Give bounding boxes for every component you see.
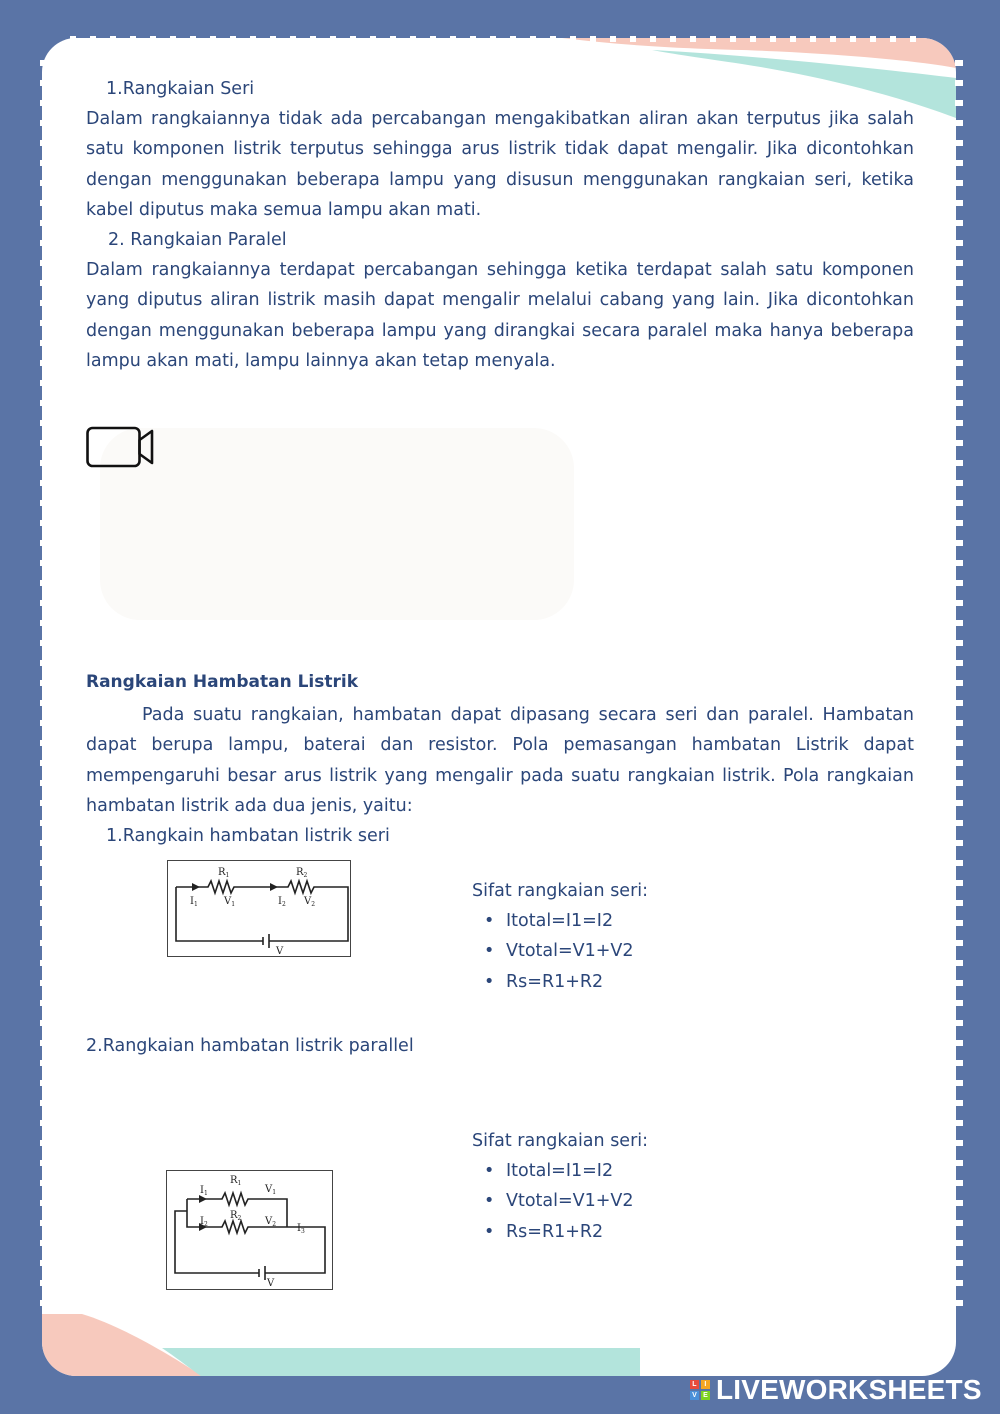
properties-list (472, 1156, 648, 1247)
paragraph-seri: Dalam rangkaiannya tidak ada percabangan mengakibatkan aliran akan terputus jika salah satu komponen listrik terputus sehingga arus listrik tidak dapat mengalir. Jika dicontohkan dengan menggunakan beberapa lampu yang disusun menggunakan rangkaian seri, ketika kabel diputus maka semua lampu akan mati. (86, 109, 914, 220)
paragraph-hambatan: Pada suatu rangkaian, hambatan dapat dipasang secara seri dan paralel. Hambatan dapat berupa lampu, baterai dan resistor. Pola pemasangan hambatan Listrik dapat mempengaruhi besar arus listrik yang mengalir pada suatu rangkaian listrik. Pola rangkaian hambatan listrik ada dua jenis, yaitu: (86, 705, 914, 816)
label-r1: $R_1$ (230, 1175, 242, 1187)
section-heading: Rangkaian Hambatan Listrik (86, 672, 359, 692)
parallel-circuit-diagram (166, 1170, 333, 1290)
label-v: V (276, 946, 284, 956)
logo-letter: V (690, 1391, 699, 1400)
label-r1: $R_1$ (218, 867, 230, 879)
item-title: Rangkaian Seri (122, 79, 255, 99)
video-player-area[interactable] (100, 428, 574, 620)
list-item-hambatan-parallel: 2.Rangkaian hambatan listrik parallel (86, 1036, 414, 1056)
property-item: • Itotal=I1=I2 (472, 906, 648, 936)
label-v1: $V_1$ (224, 896, 236, 908)
label-i1: $I_1$ (200, 1185, 208, 1197)
video-camera-icon[interactable] (86, 426, 156, 470)
label-v2: $V_2$ (304, 896, 316, 908)
main-content (86, 74, 914, 376)
liveworksheets-logo-icon (690, 1380, 710, 1400)
bottom-left-decoration (42, 1286, 956, 1376)
label-r2: $R_2$ (296, 867, 308, 879)
properties-list (472, 906, 648, 997)
label-i3: $I_3$ (297, 1223, 305, 1235)
property-item: • Rs=R1+R2 (472, 1217, 648, 1247)
right-dashed-border (955, 60, 963, 1320)
property-item: • Rs=R1+R2 (472, 967, 648, 997)
property-item: • Vtotal=V1+V2 (472, 936, 648, 966)
top-dashed-border (70, 36, 930, 42)
list-item-rangkaian-paralel: 2. Rangkaian Paralel (108, 230, 287, 251)
section-hambatan (86, 667, 914, 851)
label-i2: $I_2$ (200, 1216, 208, 1228)
left-dashed-border (40, 60, 48, 1320)
label-r2: $R_2$ (230, 1210, 242, 1222)
label-i1: $I_1$ (190, 896, 198, 908)
label-i2: $I_2$ (278, 896, 286, 908)
label-v1: $V_1$ (265, 1184, 277, 1196)
label-v2: $V_2$ (265, 1216, 277, 1228)
properties-title: Sifat rangkaian seri: (472, 1131, 649, 1151)
property-item: • Itotal=I1=I2 (472, 1156, 648, 1186)
property-item: • Vtotal=V1+V2 (472, 1186, 648, 1216)
item-title: Rangkain hambatan listrik seri (122, 826, 390, 847)
paragraph-paralel: Dalam rangkaiannya terdapat percabangan sehingga ketika terdapat salah satu komponen yang diputus aliran listrik masih dapat mengalir melalui cabang yang lain. Jika dicontohkan dengan menggunakan beberapa lampu yang dirangkai secara paralel maka hanya beberapa lampu akan mati, lampu lainnya akan tetap menyala. (86, 260, 914, 371)
series-circuit-diagram (167, 860, 351, 957)
list-item-rangkaian-seri: 1.Rangkaian Seri (106, 79, 255, 99)
parallel-properties (472, 1126, 648, 1247)
parallel-circuit-svg (167, 1171, 332, 1289)
list-item-hambatan-seri: 1.Rangkain hambatan listrik seri (106, 826, 390, 847)
series-circuit-svg (168, 861, 350, 956)
liveworksheets-watermark[interactable] (690, 1374, 982, 1406)
logo-letter: L (690, 1380, 699, 1389)
label-v: V (267, 1278, 275, 1289)
logo-letter: E (701, 1391, 710, 1400)
series-properties (472, 876, 648, 997)
logo-letter: I (701, 1380, 710, 1389)
watermark-text: LIVEWORKSHEETS (716, 1374, 982, 1405)
properties-title: Sifat rangkaian seri: (472, 881, 649, 901)
